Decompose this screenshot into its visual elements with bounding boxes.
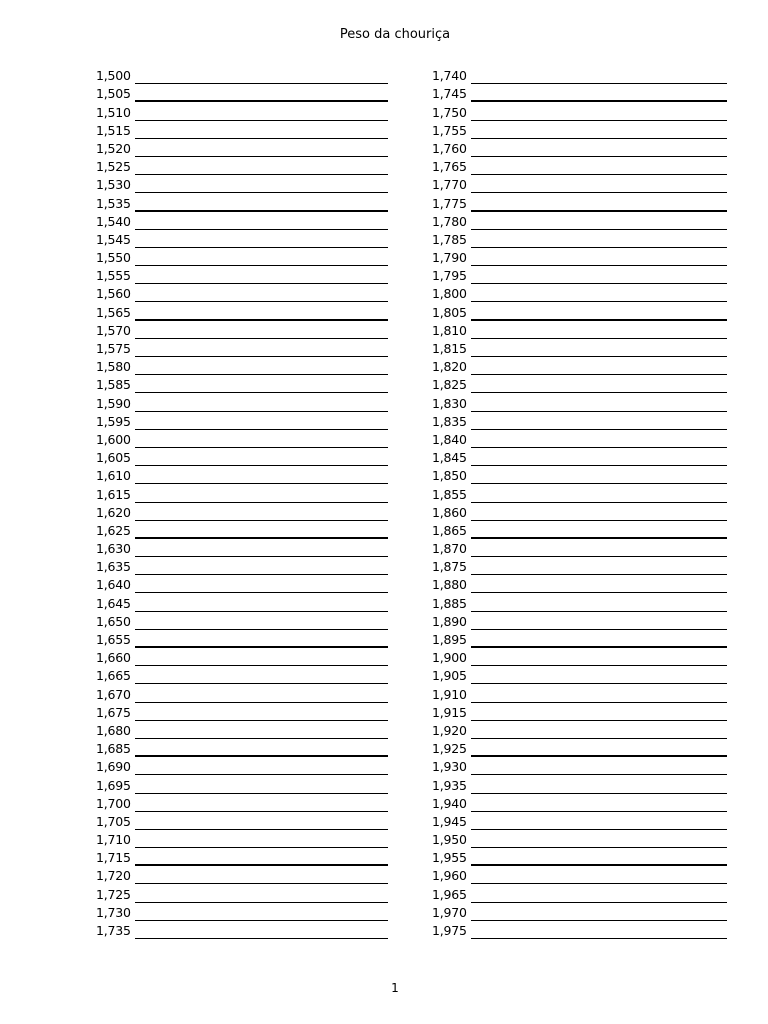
write-in-line[interactable]: [135, 85, 388, 102]
weight-row: [432, 157, 727, 175]
weight-label: 1,925: [432, 741, 467, 757]
weight-row: [432, 230, 727, 248]
write-in-line[interactable]: [135, 140, 388, 157]
weight-label: 1,870: [432, 541, 467, 557]
write-in-line[interactable]: [135, 795, 388, 812]
weight-row: [96, 830, 388, 848]
write-in-line[interactable]: [135, 376, 388, 393]
weight-label: 1,970: [432, 904, 467, 920]
weight-row: [432, 102, 727, 120]
weight-label: 1,795: [432, 268, 467, 284]
write-in-line[interactable]: [471, 576, 727, 593]
weight-label: 1,835: [432, 413, 467, 429]
write-in-line[interactable]: [471, 140, 727, 157]
weight-row: [432, 121, 727, 139]
weight-label: 1,810: [432, 322, 467, 338]
weight-label: 1,890: [432, 613, 467, 629]
weight-label: 1,585: [96, 377, 131, 393]
write-in-line[interactable]: [135, 467, 388, 484]
write-in-line[interactable]: [135, 886, 388, 903]
weight-label: 1,850: [432, 468, 467, 484]
weight-row: [96, 884, 388, 902]
weight-row: [96, 375, 388, 393]
weight-label: 1,975: [432, 923, 467, 938]
weight-row: [432, 266, 727, 284]
weight-row: [96, 302, 388, 320]
weight-row: [432, 612, 727, 630]
write-in-line[interactable]: [135, 213, 388, 230]
write-in-line[interactable]: [135, 813, 388, 830]
weight-row: [432, 575, 727, 593]
write-in-line[interactable]: [135, 904, 388, 921]
weight-label: 1,630: [96, 541, 131, 557]
write-in-line[interactable]: [135, 176, 388, 193]
weight-label: 1,880: [432, 577, 467, 593]
weight-label: 1,885: [432, 595, 467, 611]
weight-row: [96, 848, 388, 866]
write-in-line[interactable]: [135, 67, 388, 84]
weight-label: 1,525: [96, 159, 131, 175]
weight-row: [432, 503, 727, 521]
weight-label: 1,900: [432, 650, 467, 666]
write-in-line[interactable]: [471, 867, 727, 884]
write-in-line[interactable]: [135, 249, 388, 266]
write-in-line[interactable]: [471, 631, 727, 648]
weight-label: 1,600: [96, 431, 131, 447]
weight-label: 1,745: [432, 86, 467, 102]
weight-row: [96, 66, 388, 84]
weight-label: 1,565: [96, 304, 131, 320]
weight-label: 1,775: [432, 195, 467, 211]
weight-row: [432, 794, 727, 812]
write-in-line[interactable]: [471, 376, 727, 393]
weight-row: [432, 393, 727, 411]
weight-label: 1,840: [432, 431, 467, 447]
weight-label: 1,670: [96, 686, 131, 702]
weight-row: [96, 721, 388, 739]
weight-column-right: [432, 66, 727, 939]
weight-label: 1,875: [432, 559, 467, 575]
weight-row: [432, 430, 727, 448]
write-in-line[interactable]: [135, 104, 388, 121]
weight-row: [96, 739, 388, 757]
weight-row: [96, 466, 388, 484]
write-in-line[interactable]: [471, 795, 727, 812]
weight-label: 1,800: [432, 286, 467, 302]
write-in-line[interactable]: [471, 413, 727, 430]
weight-row: [432, 466, 727, 484]
weight-label: 1,950: [432, 832, 467, 848]
weight-row: [432, 321, 727, 339]
weight-label: 1,605: [96, 450, 131, 466]
weight-row: [96, 575, 388, 593]
write-in-line[interactable]: [471, 249, 727, 266]
weight-row: [432, 721, 727, 739]
write-in-line[interactable]: [471, 886, 727, 903]
weight-label: 1,620: [96, 504, 131, 520]
weight-label: 1,510: [96, 104, 131, 120]
weight-label: 1,705: [96, 813, 131, 829]
weight-label: 1,910: [432, 686, 467, 702]
weight-row: [432, 903, 727, 921]
weight-label: 1,610: [96, 468, 131, 484]
weight-row: [96, 703, 388, 721]
weight-row: [96, 757, 388, 775]
weight-label: 1,665: [96, 668, 131, 684]
write-in-line[interactable]: [471, 486, 727, 503]
weight-row: [96, 430, 388, 448]
weight-row: [432, 630, 727, 648]
write-in-line[interactable]: [471, 831, 727, 848]
weight-label: 1,905: [432, 668, 467, 684]
write-in-line[interactable]: [471, 649, 727, 666]
weight-label: 1,545: [96, 231, 131, 247]
weight-row: [432, 703, 727, 721]
weight-row: [96, 266, 388, 284]
weight-row: [96, 393, 388, 411]
weight-row: [432, 539, 727, 557]
weight-row: [96, 593, 388, 611]
write-in-line[interactable]: [471, 176, 727, 193]
weight-row: [96, 484, 388, 502]
weight-label: 1,505: [96, 86, 131, 102]
write-in-line[interactable]: [471, 213, 727, 230]
weight-label: 1,575: [96, 341, 131, 356]
write-in-line[interactable]: [135, 358, 388, 375]
write-in-line[interactable]: [135, 340, 388, 357]
weight-row: [96, 775, 388, 793]
weight-label: 1,760: [432, 140, 467, 156]
page-number: 1: [391, 981, 399, 995]
write-in-line[interactable]: [135, 849, 388, 866]
write-in-line[interactable]: [471, 758, 727, 775]
write-in-line[interactable]: [135, 431, 388, 448]
weight-row: [96, 866, 388, 884]
write-in-line[interactable]: [135, 522, 388, 539]
write-in-line[interactable]: [471, 267, 727, 284]
weight-row: [96, 157, 388, 175]
weight-label: 1,625: [96, 522, 131, 538]
weight-label: 1,580: [96, 359, 131, 375]
write-in-line[interactable]: [471, 67, 727, 84]
weight-label: 1,955: [432, 850, 467, 866]
weight-label: 1,645: [96, 595, 131, 611]
weight-label: 1,740: [432, 68, 467, 84]
weight-label: 1,825: [432, 377, 467, 393]
weight-row: [432, 66, 727, 84]
weight-row: [432, 684, 727, 702]
weight-row: [96, 139, 388, 157]
weight-label: 1,730: [96, 904, 131, 920]
weight-column-left: [96, 66, 388, 939]
write-in-line[interactable]: [135, 322, 388, 339]
write-in-line[interactable]: [135, 231, 388, 248]
write-in-line[interactable]: [471, 849, 727, 866]
write-in-line[interactable]: [135, 758, 388, 775]
write-in-line[interactable]: [135, 704, 388, 721]
write-in-line[interactable]: [471, 340, 727, 357]
write-in-line[interactable]: [135, 504, 388, 521]
weight-label: 1,830: [432, 395, 467, 411]
write-in-line[interactable]: [135, 285, 388, 302]
weight-row: [96, 321, 388, 339]
weight-row: [96, 503, 388, 521]
weight-label: 1,700: [96, 795, 131, 811]
write-in-line[interactable]: [471, 85, 727, 102]
write-in-line[interactable]: [135, 722, 388, 739]
write-in-line[interactable]: [135, 413, 388, 430]
weight-row: [432, 812, 727, 830]
weight-row: [96, 248, 388, 266]
write-in-line[interactable]: [135, 777, 388, 794]
weight-label: 1,945: [432, 813, 467, 829]
write-in-line[interactable]: [135, 449, 388, 466]
weight-label: 1,785: [432, 231, 467, 247]
weight-row: [96, 212, 388, 230]
write-in-line[interactable]: [135, 576, 388, 593]
write-in-line[interactable]: [471, 613, 727, 630]
weight-label: 1,520: [96, 140, 131, 156]
weight-label: 1,805: [432, 304, 467, 320]
write-in-line[interactable]: [471, 922, 727, 939]
write-in-line[interactable]: [135, 122, 388, 139]
write-in-line[interactable]: [135, 595, 388, 612]
weight-row: [96, 612, 388, 630]
weight-row: [96, 539, 388, 557]
weight-label: 1,675: [96, 704, 131, 720]
weight-row: [96, 102, 388, 120]
weight-row: [432, 521, 727, 539]
weight-label: 1,590: [96, 395, 131, 411]
weight-row: [96, 448, 388, 466]
write-in-line[interactable]: [471, 540, 727, 557]
weight-row: [432, 375, 727, 393]
weight-label: 1,770: [432, 177, 467, 193]
weight-label: 1,540: [96, 213, 131, 229]
write-in-line[interactable]: [135, 922, 388, 939]
write-in-line[interactable]: [471, 686, 727, 703]
weight-row: [432, 866, 727, 884]
weight-row: [432, 757, 727, 775]
write-in-line[interactable]: [471, 158, 727, 175]
weight-row: [432, 884, 727, 902]
weight-label: 1,560: [96, 286, 131, 302]
write-in-line[interactable]: [135, 267, 388, 284]
weight-label: 1,960: [432, 868, 467, 884]
weight-row: [432, 557, 727, 575]
weight-row: [432, 212, 727, 230]
weight-label: 1,935: [432, 777, 467, 793]
weight-row: [96, 339, 388, 357]
weight-row: [96, 666, 388, 684]
weight-row: [96, 903, 388, 921]
weight-row: [96, 521, 388, 539]
write-in-line[interactable]: [471, 104, 727, 121]
weight-label: 1,720: [96, 868, 131, 884]
weight-row: [432, 302, 727, 320]
weight-label: 1,685: [96, 741, 131, 757]
weight-label: 1,615: [96, 486, 131, 502]
weight-label: 1,555: [96, 268, 131, 284]
weight-row: [432, 139, 727, 157]
weight-label: 1,815: [432, 341, 467, 356]
weight-label: 1,895: [432, 632, 467, 647]
write-in-line[interactable]: [135, 867, 388, 884]
weight-row: [432, 448, 727, 466]
weight-label: 1,690: [96, 759, 131, 775]
write-in-line[interactable]: [135, 304, 388, 321]
write-in-line[interactable]: [471, 304, 727, 321]
weight-label: 1,940: [432, 795, 467, 811]
write-in-line[interactable]: [471, 704, 727, 721]
write-in-line[interactable]: [471, 777, 727, 794]
write-in-line[interactable]: [135, 613, 388, 630]
weight-row: [96, 284, 388, 302]
weight-label: 1,820: [432, 359, 467, 375]
write-in-line[interactable]: [471, 358, 727, 375]
weight-label: 1,845: [432, 450, 467, 466]
weight-label: 1,735: [96, 923, 131, 938]
weight-row: [96, 794, 388, 812]
weight-row: [96, 175, 388, 193]
weight-label: 1,715: [96, 850, 131, 866]
write-in-line[interactable]: [471, 322, 727, 339]
weight-label: 1,570: [96, 322, 131, 338]
weight-row: [432, 593, 727, 611]
weight-label: 1,660: [96, 650, 131, 666]
weight-row: [432, 193, 727, 211]
weight-label: 1,695: [96, 777, 131, 793]
weight-label: 1,860: [432, 504, 467, 520]
write-in-line[interactable]: [135, 395, 388, 412]
weight-row: [432, 357, 727, 375]
write-in-line[interactable]: [471, 722, 727, 739]
write-in-line[interactable]: [471, 431, 727, 448]
weight-row: [96, 812, 388, 830]
weight-label: 1,765: [432, 159, 467, 175]
write-in-line[interactable]: [471, 558, 727, 575]
weight-label: 1,750: [432, 104, 467, 120]
write-in-line[interactable]: [135, 667, 388, 684]
weight-label: 1,640: [96, 577, 131, 593]
weight-label: 1,680: [96, 722, 131, 738]
weight-row: [432, 830, 727, 848]
weight-label: 1,655: [96, 632, 131, 647]
weight-label: 1,535: [96, 195, 131, 211]
write-in-line[interactable]: [471, 667, 727, 684]
weight-row: [96, 630, 388, 648]
weight-label: 1,650: [96, 613, 131, 629]
write-in-line[interactable]: [135, 540, 388, 557]
write-in-line[interactable]: [135, 158, 388, 175]
weight-row: [432, 648, 727, 666]
write-in-line[interactable]: [135, 486, 388, 503]
weight-row: [432, 84, 727, 102]
weight-row: [432, 284, 727, 302]
weight-label: 1,780: [432, 213, 467, 229]
write-in-line[interactable]: [471, 467, 727, 484]
write-in-line[interactable]: [471, 231, 727, 248]
write-in-line[interactable]: [135, 831, 388, 848]
weight-row: [96, 230, 388, 248]
weight-row: [96, 193, 388, 211]
weight-row: [432, 775, 727, 793]
weight-row: [96, 684, 388, 702]
write-in-line[interactable]: [135, 740, 388, 757]
weight-label: 1,550: [96, 250, 131, 266]
weight-label: 1,515: [96, 122, 131, 138]
weight-row: [96, 412, 388, 430]
write-in-line[interactable]: [135, 195, 388, 212]
weight-row: [96, 84, 388, 102]
weight-label: 1,790: [432, 250, 467, 266]
write-in-line[interactable]: [471, 449, 727, 466]
weight-row: [432, 175, 727, 193]
weight-label: 1,915: [432, 704, 467, 720]
weight-row: [432, 412, 727, 430]
weight-row: [432, 848, 727, 866]
write-in-line[interactable]: [135, 649, 388, 666]
weight-row: [96, 121, 388, 139]
write-in-line[interactable]: [471, 285, 727, 302]
weight-label: 1,865: [432, 522, 467, 538]
weight-label: 1,635: [96, 559, 131, 575]
weight-row: [432, 739, 727, 757]
page-title: Peso da chouriça: [339, 27, 451, 42]
write-in-line[interactable]: [135, 558, 388, 575]
weight-label: 1,725: [96, 886, 131, 902]
weight-label: 1,500: [96, 68, 131, 84]
write-in-line[interactable]: [471, 904, 727, 921]
write-in-line[interactable]: [471, 522, 727, 539]
weight-row: [432, 484, 727, 502]
weight-row: [432, 666, 727, 684]
weight-label: 1,965: [432, 886, 467, 902]
write-in-line[interactable]: [471, 122, 727, 139]
weight-row: [432, 339, 727, 357]
weight-label: 1,530: [96, 177, 131, 193]
weight-label: 1,710: [96, 832, 131, 848]
write-in-line[interactable]: [471, 740, 727, 757]
write-in-line[interactable]: [471, 395, 727, 412]
weight-row: [96, 357, 388, 375]
weight-row: [432, 248, 727, 266]
write-in-line[interactable]: [471, 595, 727, 612]
write-in-line[interactable]: [471, 195, 727, 212]
write-in-line[interactable]: [471, 813, 727, 830]
weight-row: [96, 921, 388, 939]
write-in-line[interactable]: [135, 631, 388, 648]
weight-label: 1,855: [432, 486, 467, 502]
weight-label: 1,930: [432, 759, 467, 775]
write-in-line[interactable]: [471, 504, 727, 521]
write-in-line[interactable]: [135, 686, 388, 703]
weight-label: 1,755: [432, 122, 467, 138]
weight-label: 1,920: [432, 722, 467, 738]
weight-row: [96, 557, 388, 575]
weight-row: [96, 648, 388, 666]
weight-row: [432, 921, 727, 939]
weight-label: 1,595: [96, 413, 131, 429]
